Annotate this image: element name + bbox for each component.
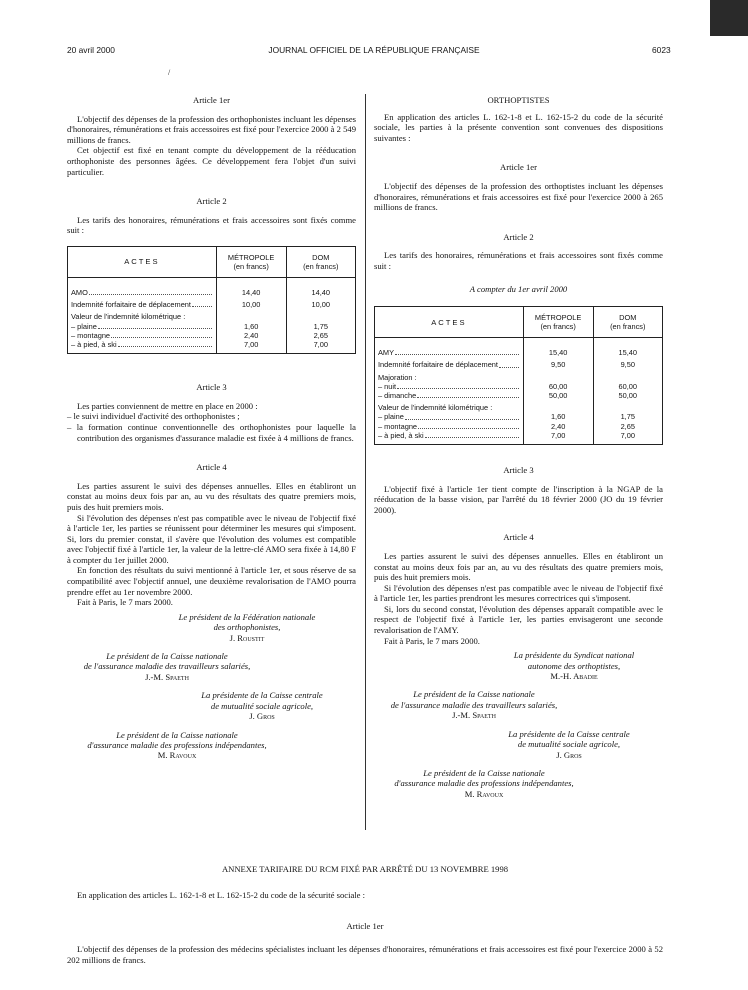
column-divider [365,94,366,830]
paragraph: Si, lors du second constat, l'évolution des dépenses apparaît compatible avec le respect de l'objectif fixé à l'article 1er, les parties envisageront une seconde revalorisation de l'AMY. [374,603,663,636]
table-row: – montagne 2,40 2,65 [68,331,356,340]
column-header-actes: ACTES [68,246,217,277]
table-row: – montagne 2,40 2,65 [375,422,663,431]
table-row: – dimanche 50,00 50,00 [375,391,663,400]
paragraph: Les parties conviennent de mettre en place en 2000 : [77,400,258,411]
table-row: AMO 14,40 14,40 [68,277,356,297]
column-header-dom: DOM (en francs) [286,246,355,277]
article-title: Article 2 [503,231,534,242]
issue-date: 20 avril 2000 [67,45,115,55]
column-header-metropole: MÉTROPOLE (en francs) [216,246,286,277]
table-row: – plaine 1,60 1,75 [375,412,663,421]
tick-mark: / [168,68,171,77]
list-item: – la formation continue conventionnelle des orthophonistes pour laquelle la contribution des organismes d'assurance maladie est fixée à 4 millions de francs. [67,421,356,443]
tariff-table [374,306,663,445]
signature-block: La présidente du Syndicat national autonome des orthoptistes, M.-H. Abadie [513,650,635,682]
signature-block: Le président de la Caisse nationale d'assurance maladie des professions indépendantes, M. Ravoux [394,767,574,799]
table-row: Indemnité forfaitaire de déplacement 10,00 10,00 [68,297,356,309]
paragraph: Si l'évolution des dépenses n'est pas compatible avec le niveau de l'objectif fixé à l'article 1er, les parties se réunissent pour déterminer les mesures qui s'imposent. Si, lors du premier constat, il s'avère que l'évolution des volumes est compatible avec l'objectif fixé à l'article 1er, la valeur de la lettre-clé AMO sera fixée à 14,80 F à compter du 1er juillet 2000. [67,512,356,565]
article-title: Article 3 [196,382,227,393]
done-at: Fait à Paris, le 7 mars 2000. [384,635,480,646]
article-title: Article 4 [503,532,534,543]
paragraph: L'objectif fixé à l'article 1er tient compte de l'inscription à la NGAP de la rééducation de la basse vision, par l'arrêté du 18 février 2000 (JO du 19 février 2000). [374,483,663,515]
annex-intro: En application des articles L. 162-1-8 et L. 162-15-2 du code de la sécurité sociale : [77,890,366,900]
signature-block: Le président de la Caisse nationale de l'assurance maladie des travailleurs salariés, J.-M. Spaeth [390,689,558,721]
annex-paragraph: L'objectif des dépenses de la profession des médecins spécialistes incluant les dépenses d'honoraires, rémunérations et frais accessoires est fixé pour l'exercice 2000 à 52 202 millions de francs. [67,944,663,965]
table-row: Indemnité forfaitaire de déplacement 9,50 9,50 [375,357,663,369]
table-row: – à pied, à ski 7,00 7,00 [375,431,663,445]
table-row: Majoration : [375,370,663,382]
paragraph: Les parties assurent le suivi des dépenses annuelles. Elles en établiront un constat au moins deux fois par an, au vu des résultats des quatre premiers mois, puis des huit premiers mois. [374,550,663,583]
table-row: – plaine 1,60 1,75 [68,322,356,331]
tariff-table [67,246,356,354]
signature-block: Le président de la Caisse nationale de l'assurance maladie des travailleurs salariés, J.-M. Spaeth [83,651,251,682]
section-title: ORTHOPTISTES [487,95,550,105]
signature-block: La présidente de la Caisse centrale de mutualité sociale agricole, J. Gros [508,728,630,760]
article-title: Article 2 [196,196,227,207]
paragraph: L'objectif des dépenses de la profession des orthophonistes incluant les dépenses d'honoraires, rémunérations et frais accessoires est fixé pour l'exercice 2000 à 2 549 millions de francs. [67,113,356,145]
signature-block: La présidente de la Caisse centrale de mutualité sociale agricole, J. Gros [201,690,323,722]
column-header-metropole: MÉTROPOLE (en francs) [523,307,593,338]
right-column [374,95,663,799]
corner-tab-mark [710,0,748,36]
article-title: Article 1er [193,95,230,105]
table-row: Valeur de l'indemnité kilométrique : [68,309,356,321]
table-row: – à pied, à ski 7,00 7,00 [68,340,356,354]
column-header-dom: DOM (en francs) [593,307,662,338]
article-title: Article 4 [196,462,227,473]
done-at: Fait à Paris, le 7 mars 2000. [77,597,173,608]
paragraph: L'objectif des dépenses de la profession des orthoptistes incluant les dépenses d'honoraires, rémunérations et frais accessoires est fixé pour l'exercice 2000 à 265 millions de francs. [374,180,663,213]
journal-title: JOURNAL OFFICIEL DE LA RÉPUBLIQUE FRANÇAISE [268,45,480,55]
paragraph: Les parties assurent le suivi des dépenses annuelles. Elles en établiront un constat au moins deux fois par an, au vu des résultats des quatre premiers mois, puis des huit premiers mois. [67,480,356,512]
list-item: – le suivi individuel d'activité des orthophonistes ; [67,411,240,422]
page-number: 6023 [652,45,671,55]
signature-block: Le président de la Caisse nationale d'assurance maladie des professions indépendantes, M. Ravoux [87,729,267,761]
paragraph: En fonction des résultats du suivi mentionné à l'article 1er, et sous réserve de sa compatibilité avec l'objectif annuel, une deuxième revalorisation de l'AMO pourra prendre effet au 1er novembre 2000. [67,565,356,597]
table-row: AMY 15,40 15,40 [375,338,663,358]
table-row: – nuit 60,00 60,00 [375,382,663,391]
paragraph: Les tarifs des honoraires, rémunérations et frais accessoires sont fixés comme suit : [374,250,663,271]
paragraph: En application des articles L. 162-1-8 et L. 162-15-2 du code de la sécurité sociale, les parties à la présente convention sont convenues des dispositions suivantes : [374,111,663,143]
article-title: Article 3 [503,464,534,475]
table-caption: A compter du 1er avril 2000 [469,283,568,294]
paragraph: Si l'évolution des dépenses n'est pas compatible avec le niveau de l'objectif fixé à l'article 1er, les parties prendront les mesures correctrices qui s'imposent. [374,582,663,604]
article-title: Article 1er [346,921,384,931]
paragraph: Les tarifs des honoraires, rémunérations et frais accessoires sont fixés comme suit : [67,214,356,236]
paragraph: Cet objectif est fixé en tenant compte du développement de la rééducation orthophoniste des personnes âgées. Ce développement fera l'objet d'un suivi particulier. [67,145,356,177]
article-title: Article 1er [500,162,537,173]
left-column [67,95,356,761]
annex-title: ANNEXE TARIFAIRE DU RCM FIXÉ PAR ARRÊTÉ DU 13 NOVEMBRE 1998 [221,864,509,874]
table-row: Valeur de l'indemnité kilométrique : [375,400,663,412]
column-header-actes: ACTES [375,307,524,338]
signature-block: Le président de la Fédération nationale des orthophonistes, J. Roustit [178,611,316,643]
